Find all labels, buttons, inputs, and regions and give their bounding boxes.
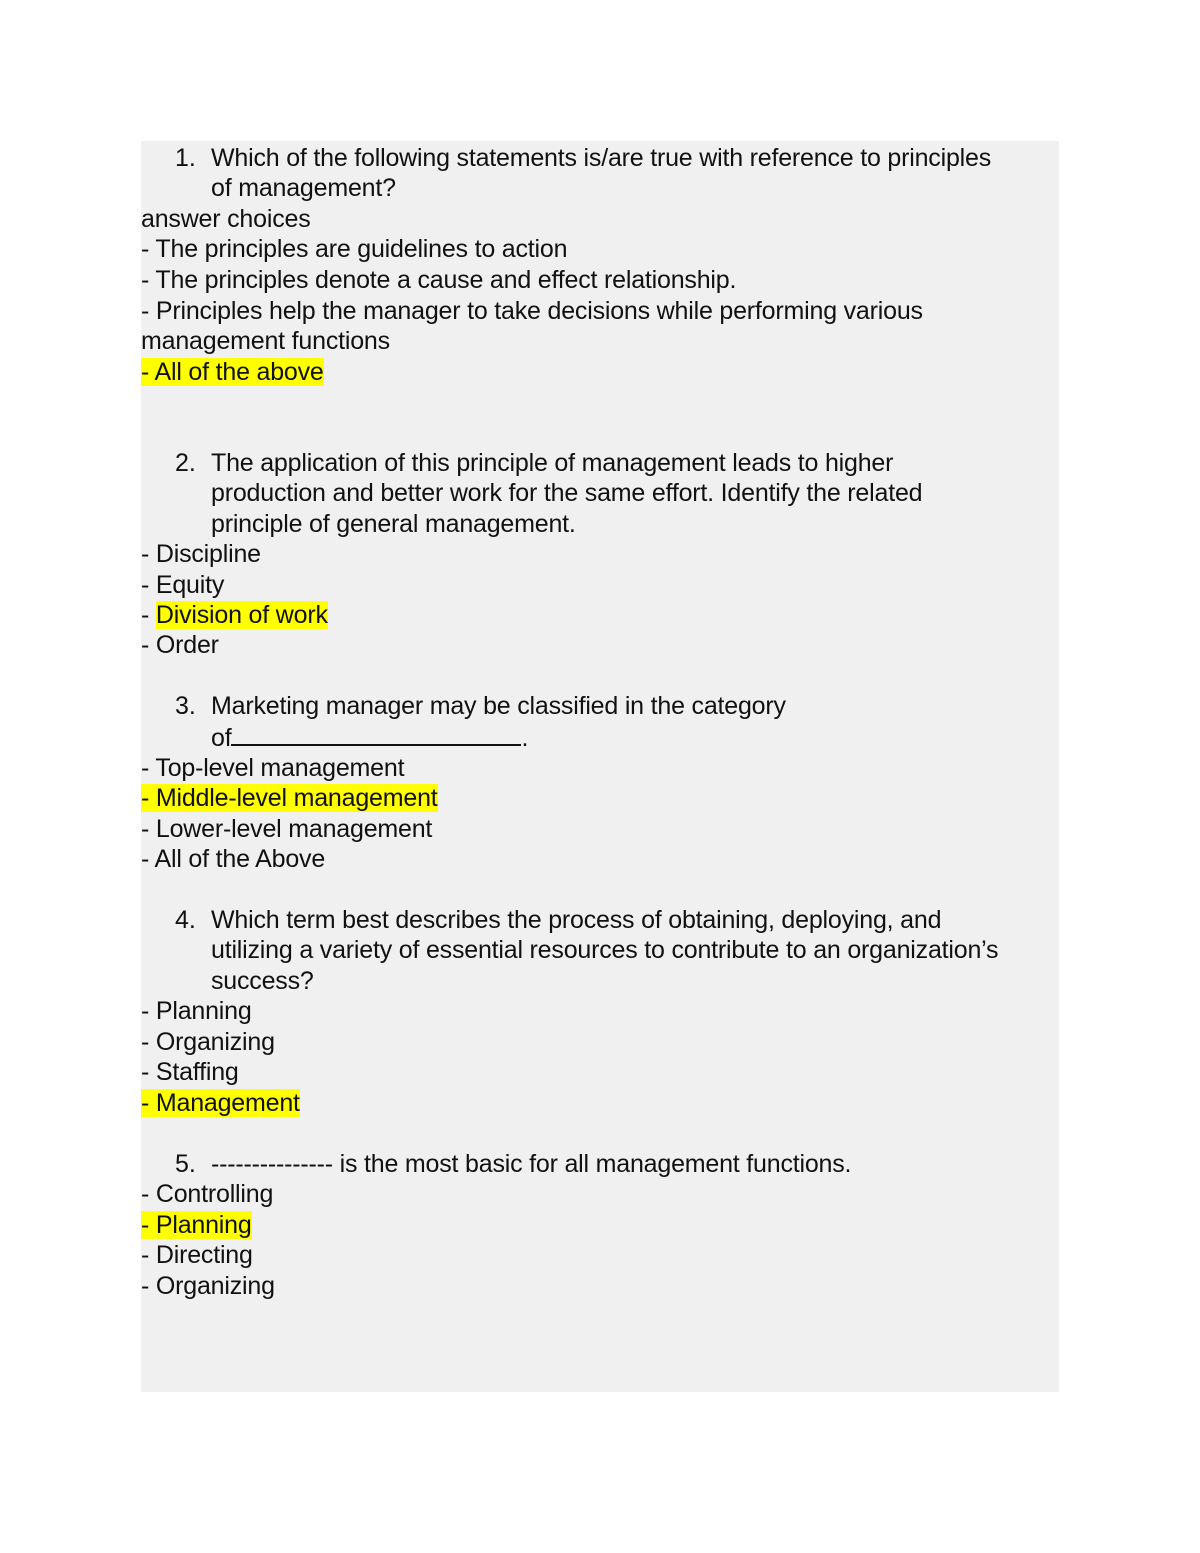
- q1-option-3: - Principles help the manager to take decisions while performing various: [141, 297, 923, 325]
- q2-option-1: - Discipline: [141, 540, 261, 568]
- q5-option-2-correct: - Planning: [141, 1211, 252, 1239]
- question-3-text-of: of: [211, 724, 232, 752]
- question-3-text-period: .: [521, 724, 529, 752]
- question-1-text-line-1: Which of the following statements is/are true with reference to principles: [211, 144, 992, 172]
- q4-option-3: - Staffing: [141, 1058, 239, 1086]
- q5-option-1: - Controlling: [141, 1180, 274, 1208]
- q3-option-1: - Top-level management: [141, 754, 405, 782]
- q3-option-3: - Lower-level management: [141, 815, 433, 843]
- q4-option-1: - Planning: [141, 997, 252, 1025]
- question-1-number: 1.: [175, 144, 196, 172]
- q2-option-2: - Equity: [141, 571, 225, 599]
- q5-option-4: - Organizing: [141, 1272, 275, 1300]
- q2-option-3-correct: Division of work: [155, 601, 328, 629]
- q3-option-4: - All of the Above: [141, 845, 326, 873]
- q1-option-2: - The principles denote a cause and effect relationship.: [141, 266, 737, 294]
- question-5-number: 5.: [175, 1150, 196, 1178]
- question-2-text-line-3: principle of general management.: [211, 510, 576, 538]
- q1-option-1: - The principles are guidelines to action: [141, 235, 568, 263]
- question-3-text-line-1: Marketing manager may be classified in the category: [211, 692, 786, 720]
- q2-option-3-dash: -: [141, 601, 150, 629]
- question-2-text-line-1: The application of this principle of management leads to higher: [211, 449, 894, 477]
- question-5-text-line-1: --------------- is the most basic for all management functions.: [211, 1150, 852, 1178]
- question-3-number: 3.: [175, 692, 196, 720]
- q3-option-2-correct: - Middle-level management: [141, 784, 438, 812]
- question-4-text-line-1: Which term best describes the process of obtaining, deploying, and: [211, 906, 942, 934]
- q4-option-4-correct: - Management: [141, 1089, 300, 1117]
- answer-choices-label: answer choices: [141, 205, 311, 233]
- question-4-number: 4.: [175, 906, 196, 934]
- q2-option-4: - Order: [141, 631, 219, 659]
- question-4-text-line-2: utilizing a variety of essential resources to contribute to an organization’s: [211, 936, 999, 964]
- question-2-text-line-2: production and better work for the same effort. Identify the related: [211, 479, 923, 507]
- question-2-number: 2.: [175, 449, 196, 477]
- q1-option-4-correct: - All of the above: [141, 358, 324, 386]
- question-1-text-line-2: of management?: [211, 174, 396, 202]
- q4-option-2: - Organizing: [141, 1028, 275, 1056]
- question-4-text-line-3: success?: [211, 967, 314, 995]
- q1-option-3-continued: management functions: [141, 327, 390, 355]
- q5-option-3: - Directing: [141, 1241, 253, 1269]
- fill-in-blank: [231, 722, 521, 746]
